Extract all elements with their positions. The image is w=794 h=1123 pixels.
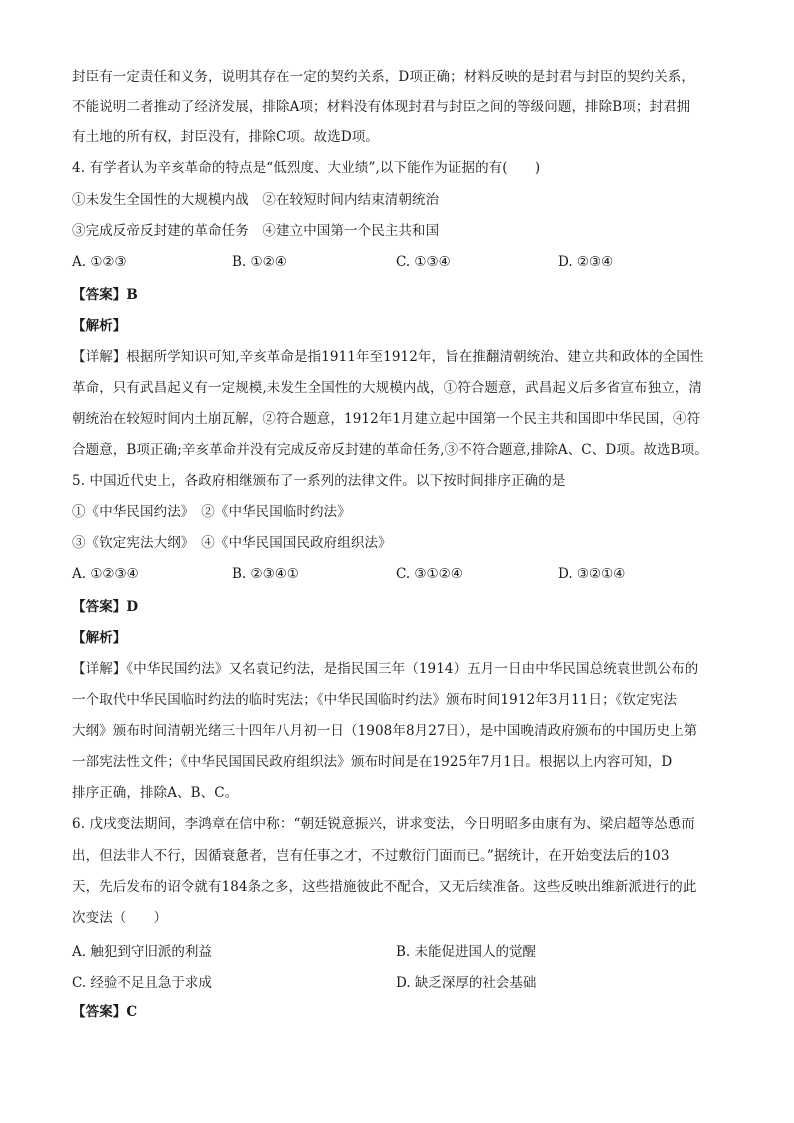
q3-analysis-line: 不能说明二者推动了经济发展，排除A项；材料没有体现封君与封臣之间的等级问题，排除B项；封君拥	[72, 99, 691, 115]
q6-answer: 【答案】C	[72, 1004, 138, 1020]
q5-answer: 【答案】D	[72, 599, 139, 615]
q4-option-a: A. ①②③	[72, 254, 127, 270]
q6-stem-line: 天，先后发布的诏令就有184条之多，这些措施彼此不配合，又无后续准备。这些反映出维新派进行的此	[72, 879, 697, 895]
q3-analysis-line: 有土地的所有权，封臣没有，排除C项。故选D项。	[72, 129, 379, 145]
q5-detail-line: 大纲》颁布时间清朝光绪三十四年八月初一日（1908年8月27日），是中国晚清政府颁布的中国历史上第	[72, 723, 698, 739]
q4-detail-line: 朝统治在较短时间内土崩瓦解，②符合题意，1912年1月建立起中国第一个民主共和国即中华民国，④符	[72, 411, 701, 427]
q5-stem: 5. 中国近代史上，各政府相继颁布了一系列的法律文件。以下按时间排序正确的是	[72, 473, 566, 489]
q4-item-line: ①未发生全国性的大规模内战 ②在较短时间内结束清朝统治	[72, 192, 440, 208]
q6-stem-line: 6. 戊戌变法期间，李鸿章在信中称：“朝廷锐意振兴，讲求变法，今日明昭多由康有为、梁启超等怂恿而	[72, 816, 695, 832]
q5-detail-line: 一个取代中华民国临时约法的临时宪法；《中华民国临时约法》颁布时间1912年3月11日；《钦定宪法	[72, 692, 677, 708]
q5-option-a: A. ①②③④	[72, 566, 139, 582]
q4-detail-line: 革命，只有武昌起义有一定规模,未发生全国性的大规模内战，①符合题意，武昌起义后多省宣布独立，清	[72, 380, 702, 396]
q5-option-c: C. ③①②④	[396, 566, 463, 582]
q4-detail-line: 【详解】根据所学知识可知,辛亥革命是指1911年至1912年，旨在推翻清朝统治、建立共和政体的全国性	[72, 349, 704, 365]
q4-option-c: C. ①③④	[396, 254, 451, 270]
q5-option-b: B. ②③④①	[232, 566, 299, 582]
q6-stem-line: 出，但法非人不行，因循衰惫者，岂有任事之才，不过敷衍门面而已。”据统计，在开始变法后的103	[72, 848, 670, 864]
q4-analysis-label: 【解析】	[72, 318, 127, 334]
q5-detail-line: 一部宪法性文件；《中华民国国民政府组织法》颁布时间是在1925年7月1日。根据以上内容可知，D	[72, 754, 673, 770]
q4-answer: 【答案】B	[72, 287, 138, 303]
q5-detail-line: 【详解】《中华民国约法》又名袁记约法，是指民国三年（1914）五月一日由中华民国总统袁世凯公布的	[72, 661, 699, 677]
q5-item-line: ③《钦定宪法大纲》 ④《中华民国国民政府组织法》	[72, 535, 392, 551]
q4-detail-line: 合题意，B项正确;辛亥革命并没有完成反帝反封建的革命任务,③不符合题意,排除A、C、D项。故选B项。	[72, 442, 708, 458]
q5-option-d: D. ③②①④	[558, 566, 626, 582]
q3-analysis-line: 封臣有一定责任和义务，说明其存在一定的契约关系，D项正确；材料反映的是封君与封臣的契约关系，	[72, 69, 695, 85]
q4-item-line: ③完成反帝反封建的革命任务 ④建立中国第一个民主共和国	[72, 223, 440, 239]
q5-detail-line: 排序正确，排除A、B、C。	[72, 785, 239, 801]
q6-stem-line: 次变法（ ）	[72, 910, 168, 926]
q6-option-d: D. 缺乏深厚的社会基础	[396, 975, 537, 991]
q5-analysis-label: 【解析】	[72, 630, 127, 646]
q4-option-d: D. ②③④	[558, 254, 614, 270]
q5-item-line: ①《中华民国约法》 ②《中华民国临时约法》	[72, 504, 351, 520]
q4-stem: 4. 有学者认为辛亥革命的特点是“低烈度、大业绩”,以下能作为证据的有( )	[72, 160, 541, 176]
q6-option-c: C. 经验不足且急于求成	[72, 975, 212, 991]
q6-option-b: B. 未能促进国人的觉醒	[396, 944, 537, 960]
q6-option-a: A. 触犯到守旧派的利益	[72, 944, 212, 960]
q4-option-b: B. ①②④	[232, 254, 287, 270]
